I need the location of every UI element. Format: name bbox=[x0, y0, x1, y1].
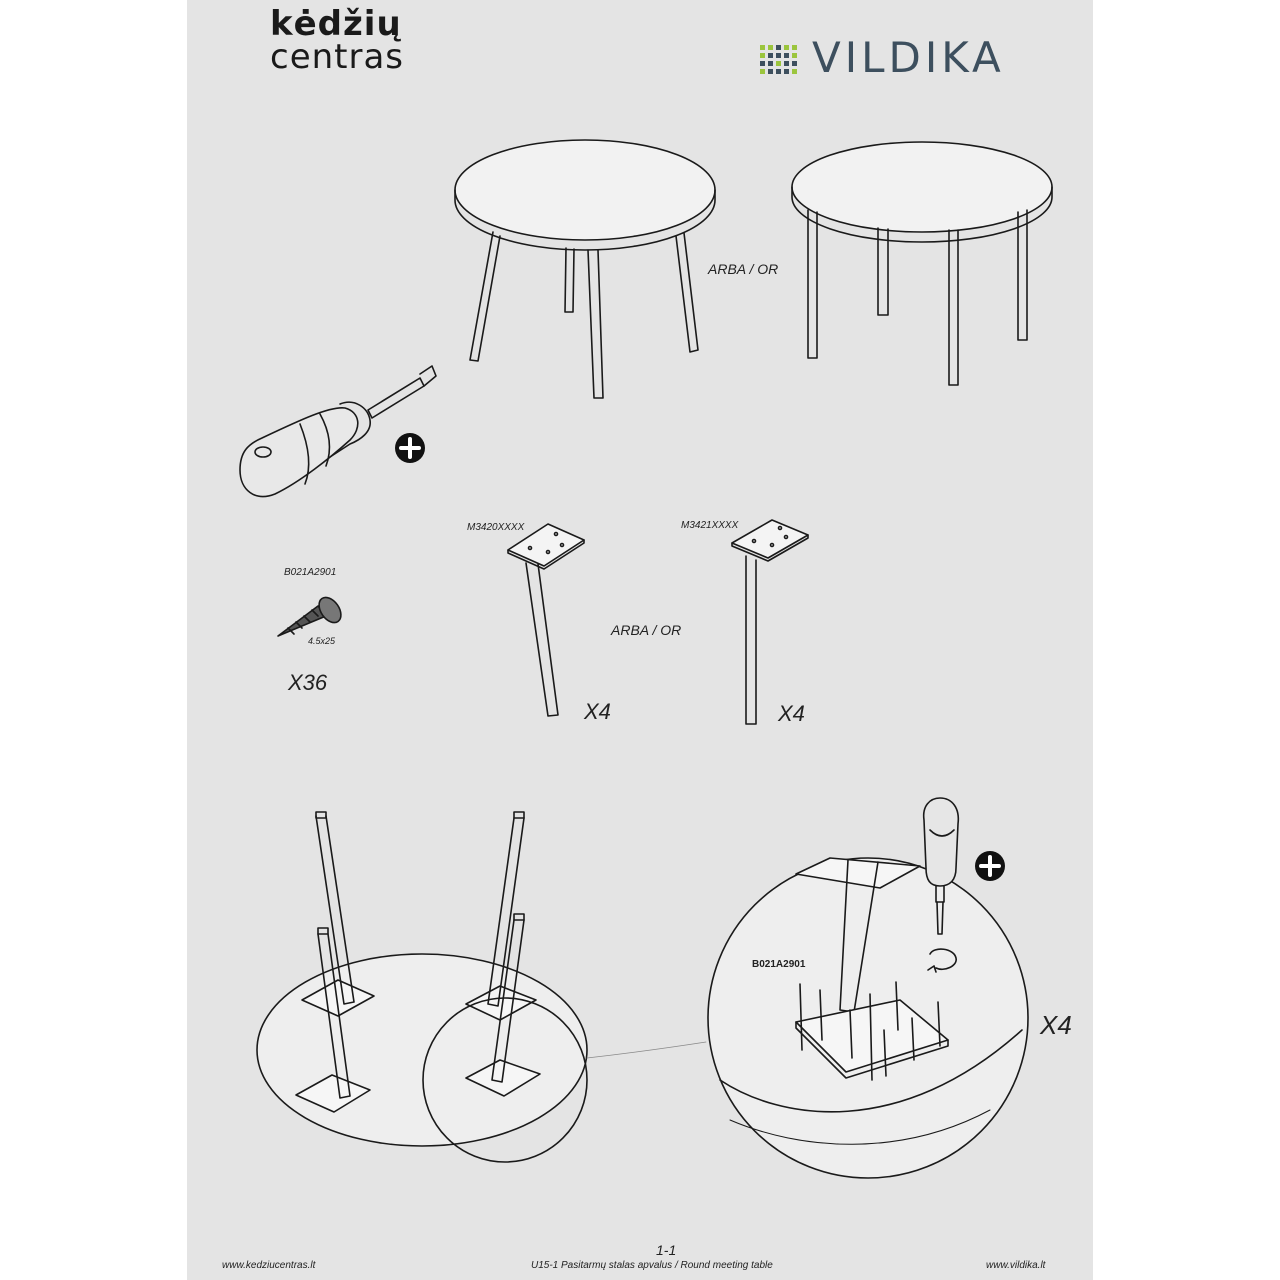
screwdriver-icon bbox=[240, 366, 436, 497]
detail-screw-code: B021A2901 bbox=[752, 959, 806, 970]
leg-straight bbox=[732, 520, 808, 724]
screw-icon bbox=[278, 593, 345, 636]
footer-right-url[interactable]: www.vildika.lt bbox=[986, 1260, 1046, 1271]
screw-code-label: B021A2901 bbox=[284, 567, 337, 578]
leg-straight-qty: X4 bbox=[778, 701, 805, 726]
assembly-tabletop bbox=[257, 812, 706, 1162]
leg-angled bbox=[508, 524, 584, 716]
leg-angled-qty: X4 bbox=[584, 699, 611, 724]
screw-qty-label: X36 bbox=[288, 670, 328, 695]
table-straight-legs bbox=[792, 142, 1052, 385]
footer-left-url[interactable]: www.kedziucentras.lt bbox=[222, 1260, 316, 1271]
screw-size-label: 4.5x25 bbox=[308, 636, 336, 646]
or-label-mid: ARBA / OR bbox=[611, 622, 682, 638]
detail-qty: X4 bbox=[1040, 1010, 1072, 1040]
or-label-top: ARBA / OR bbox=[708, 261, 779, 277]
vildika-logo-mark bbox=[760, 45, 797, 74]
footer-title: U15-1 Pasitarmų stalas apvalus / Round meeting table bbox=[531, 1260, 773, 1271]
plus-circle-icon bbox=[975, 851, 1005, 881]
page-number: 1-1 bbox=[656, 1242, 677, 1258]
plus-circle-icon bbox=[395, 433, 425, 463]
logo-line-1: kėdžių bbox=[270, 4, 402, 44]
detail-circle bbox=[708, 858, 1028, 1178]
kedziu-centras-logo bbox=[270, 4, 405, 77]
table-angled-legs bbox=[455, 140, 715, 398]
vildika-logo: VILDIKA bbox=[812, 33, 1005, 82]
logo-line-2: centras bbox=[270, 37, 405, 77]
leg-straight-code: M3421XXXX bbox=[681, 520, 739, 531]
leg-angled-code: M3420XXXX bbox=[467, 522, 525, 533]
